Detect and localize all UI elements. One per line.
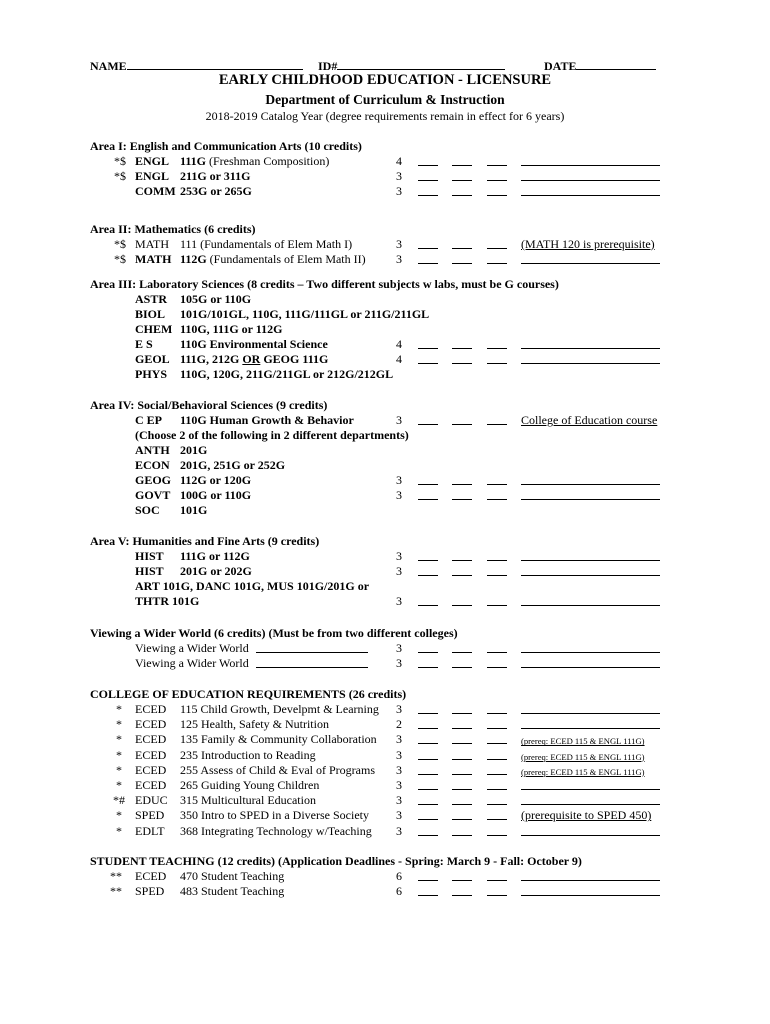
hours-blank[interactable] [487,789,507,790]
semester-blank[interactable] [418,880,438,881]
credits: 3 [396,564,402,578]
semester-blank[interactable] [418,605,438,606]
course-note: College of Education course [521,413,658,427]
grade-blank[interactable] [452,819,472,820]
area-heading: Area V: Humanities and Fine Arts (9 credits) [90,534,320,548]
course-code: COMM [135,184,176,198]
course-title: 115 Child Growth, Develpmt & Learning [180,702,379,716]
semester-blank[interactable] [418,819,438,820]
course-code: MATH [135,252,172,266]
notes-blank[interactable] [521,165,660,166]
grade-blank[interactable] [452,652,472,653]
course-code: GEOL [135,352,170,366]
choose-instruction: (Choose 2 of the following in 2 different departments) [135,428,409,442]
requirement-mark: * [116,778,122,792]
hours-blank[interactable] [487,880,507,881]
notes-blank[interactable] [521,605,660,606]
course-note: (prereq: ECED 115 & ENGL 111G) [521,751,645,762]
semester-blank[interactable] [418,575,438,576]
course-code: HIST [135,564,164,578]
hours-blank[interactable] [487,263,507,264]
notes-blank[interactable] [521,789,660,790]
grade-blank[interactable] [452,575,472,576]
date-label: DATE [544,59,577,73]
course-code: ECED [135,702,167,716]
grade-blank[interactable] [452,180,472,181]
course-title: 112G or 120G [180,473,252,487]
grade-blank[interactable] [452,248,472,249]
course-note: (prerequisite to SPED 450) [521,808,652,823]
grade-blank[interactable] [452,667,472,668]
course-code: PHYS [135,367,168,381]
grade-blank[interactable] [452,743,472,744]
semester-blank[interactable] [418,789,438,790]
credits: 3 [396,656,402,670]
credits: 3 [396,184,402,198]
course-title: 265 Guiding Young Children [180,778,320,792]
hours-blank[interactable] [487,728,507,729]
notes-blank[interactable] [521,363,660,364]
grade-blank[interactable] [452,484,472,485]
course-code: EDUC [135,793,168,808]
course-code: ECED [135,869,167,883]
credits: 3 [396,702,402,716]
credits: 4 [396,154,402,168]
credits: 3 [396,641,402,655]
course-title [180,154,329,168]
grade-blank[interactable] [452,835,472,836]
semester-blank[interactable] [418,195,438,196]
semester-blank[interactable] [418,774,438,775]
semester-blank[interactable] [418,713,438,714]
area-heading: Area IV: Social/Behavioral Sciences (9 credits) [90,398,328,412]
course-title: 105G or 110G [180,292,252,306]
requirement-mark: * [116,747,122,762]
course-blank[interactable] [256,667,368,668]
course-code: ECED [135,732,167,747]
credits: 3 [396,594,402,608]
date-field [544,58,656,73]
area-heading: Area I: English and Communication Arts (10 credits) [90,139,362,153]
semester-blank[interactable] [418,728,438,729]
hours-blank[interactable] [487,424,507,425]
id-label: ID# [318,59,338,73]
course-code: ASTR [135,292,168,306]
hours-blank[interactable] [487,667,507,668]
credits: 3 [396,778,402,792]
semester-blank[interactable] [418,667,438,668]
course-code: CHEM [135,322,173,336]
course-code: BIOL [135,307,166,321]
credits: 3 [396,252,402,266]
notes-blank[interactable] [521,499,660,500]
hours-blank[interactable] [487,713,507,714]
course-part: GEOG 111G [260,352,329,366]
grade-blank[interactable] [452,263,472,264]
grade-blank[interactable] [452,728,472,729]
hours-blank[interactable] [487,484,507,485]
grade-blank[interactable] [452,348,472,349]
course-code: GOVT [135,488,171,502]
requirement-mark: * [116,717,122,732]
hours-blank[interactable] [487,895,507,896]
area-heading: Area III: Laboratory Sciences (8 credits – Two different subjects w labs, must be G courses) [90,277,559,291]
credits: 3 [396,732,402,747]
semester-blank[interactable] [418,560,438,561]
semester-blank[interactable] [418,263,438,264]
hours-blank[interactable] [487,743,507,744]
course-title: Viewing a Wider World [135,641,249,655]
notes-blank[interactable] [521,835,660,836]
semester-blank[interactable] [418,804,438,805]
hours-blank[interactable] [487,165,507,166]
grade-blank[interactable] [452,605,472,606]
course-title: 110G, 111G or 112G [180,322,283,336]
course-code: E S [135,337,153,351]
course-code: ANTH [135,443,170,457]
requirement-mark: * [116,823,122,838]
requirement-mark: ** [110,884,122,898]
semester-blank[interactable] [418,652,438,653]
course-desc: (Fundamentals of Elem Math I) [197,237,353,251]
requirement-mark: *$ [114,252,126,266]
course-number: 253G or 265G [180,184,252,198]
course-title [180,237,352,251]
hours-blank[interactable] [487,774,507,775]
grade-blank[interactable] [452,424,472,425]
course-number: 111 [180,237,198,251]
area-heading: COLLEGE OF EDUCATION REQUIREMENTS (26 credits) [90,687,407,701]
notes-blank[interactable] [521,713,660,714]
course-title: 110G Human Growth & Behavior [180,413,354,427]
credits: 3 [396,793,402,808]
course-code: HIST [135,549,164,563]
hours-blank[interactable] [487,759,507,760]
hours-blank[interactable] [487,499,507,500]
semester-blank[interactable] [418,499,438,500]
hours-blank[interactable] [487,363,507,364]
notes-blank[interactable] [521,195,660,196]
credits: 6 [396,869,402,883]
semester-blank[interactable] [418,363,438,364]
credits: 3 [396,413,402,427]
course-title: 101G/101GL, 110G, 111G/111GL or 211G/211GL [180,307,430,321]
course-title: 483 Student Teaching [180,884,285,898]
course-code: EDLT [135,823,165,838]
course-title: 368 Integrating Technology w/Teaching [180,823,372,838]
page-title: EARLY CHILDHOOD EDUCATION - LICENSURE [218,72,552,88]
course-title [180,184,252,198]
credits: 3 [396,747,402,762]
course-title: THTR 101G [135,594,200,608]
area-heading: STUDENT TEACHING (12 credits) (Application Deadlines - Spring: March 9 - Fall: October 9) [90,854,582,868]
hours-blank[interactable] [487,804,507,805]
course-code: ECED [135,778,167,792]
credits: 3 [396,473,402,487]
course-code: MATH [135,237,170,251]
credits: 3 [396,237,402,251]
course-title [180,352,328,366]
notes-blank[interactable] [521,667,660,668]
semester-blank[interactable] [418,165,438,166]
id-blank[interactable] [337,58,505,70]
course-part: 111G, 212G [180,352,243,366]
course-title: 315 Multicultural Education [180,793,316,808]
credits: 4 [396,337,402,351]
name-label: NAME [90,59,127,73]
course-title: 100G or 110G [180,488,252,502]
notes-blank[interactable] [521,880,660,881]
course-desc: (Freshman Composition) [206,154,330,168]
requirement-mark: * [116,702,122,716]
course-title: 111G or 112G [180,549,250,563]
hours-blank[interactable] [487,605,507,606]
course-code: ECED [135,717,167,732]
notes-blank[interactable] [521,180,660,181]
credits: 3 [396,488,402,502]
notes-blank[interactable] [521,575,660,576]
course-code: SOC [135,503,160,517]
course-code: ECON [135,458,170,472]
hours-blank[interactable] [487,348,507,349]
course-title: 110G, 120G, 211G/211GL or 212G/212GL [180,367,394,381]
course-title: Viewing a Wider World [135,656,249,670]
hours-blank[interactable] [487,180,507,181]
course-number: 112G [180,252,207,266]
course-title: 201G [180,443,208,457]
course-code: ECED [135,747,167,762]
name-blank[interactable] [127,58,303,70]
page-subtitle: Department of Curriculum & Instruction [265,92,505,107]
grade-blank[interactable] [452,759,472,760]
credits: 2 [396,717,402,732]
notes-blank[interactable] [521,804,660,805]
notes-blank[interactable] [521,560,660,561]
catalog-year: 2018-2019 Catalog Year (degree requirements remain in effect for 6 years) [205,109,565,123]
course-code: C EP [135,413,162,427]
course-code: SPED [135,884,165,898]
name-field [90,58,303,73]
course-title: 110G Environmental Science [180,337,328,351]
course-code: ENGL [135,154,170,168]
grade-blank[interactable] [452,880,472,881]
requirement-mark: *$ [114,237,126,251]
notes-blank[interactable] [521,895,660,896]
course-number: 111G [180,154,207,168]
semester-blank[interactable] [418,743,438,744]
id-field [318,58,505,73]
course-code: GEOG [135,473,172,487]
notes-blank[interactable] [521,263,660,264]
course-title: 125 Health, Safety & Nutrition [180,717,329,732]
course-title [180,252,366,266]
grade-blank[interactable] [452,774,472,775]
course-title: 350 Intro to SPED in a Diverse Society [180,808,369,823]
course-title: ART 101G, DANC 101G, MUS 101G/201G or [135,579,370,593]
semester-blank[interactable] [418,180,438,181]
course-number: 211G or 311G [180,169,251,183]
notes-blank[interactable] [521,728,660,729]
course-title: 135 Family & Community Collaboration [180,732,377,747]
notes-blank[interactable] [521,484,660,485]
course-code: SPED [135,808,165,823]
course-code: ENGL [135,169,170,183]
grade-blank[interactable] [452,165,472,166]
semester-blank[interactable] [418,348,438,349]
area-heading: Viewing a Wider World (6 credits) (Must be from two different colleges) [90,626,458,640]
course-note: (MATH 120 is prerequisite) [521,237,655,251]
course-part: OR [242,352,261,366]
credits: 4 [396,352,402,366]
credits: 3 [396,823,402,838]
grade-blank[interactable] [452,804,472,805]
date-blank[interactable] [576,58,656,70]
notes-blank[interactable] [521,652,660,653]
grade-blank[interactable] [452,560,472,561]
requirement-mark: * [116,762,122,777]
semester-blank[interactable] [418,895,438,896]
grade-blank[interactable] [452,789,472,790]
semester-blank[interactable] [418,484,438,485]
grade-blank[interactable] [452,713,472,714]
requirement-mark: * [116,732,122,747]
hours-blank[interactable] [487,575,507,576]
area-heading: Area II: Mathematics (6 credits) [90,222,256,236]
grade-blank[interactable] [452,499,472,500]
hours-blank[interactable] [487,560,507,561]
requirement-mark: *$ [114,154,126,168]
course-title: 201G, 251G or 252G [180,458,286,472]
credits: 6 [396,884,402,898]
semester-blank[interactable] [418,835,438,836]
course-title [180,169,250,183]
credits: 3 [396,169,402,183]
course-blank[interactable] [256,652,368,653]
grade-blank[interactable] [452,195,472,196]
requirement-mark: *# [113,793,125,808]
semester-blank[interactable] [418,424,438,425]
course-title: 470 Student Teaching [180,869,285,883]
hours-blank[interactable] [487,195,507,196]
course-title: 255 Assess of Child & Eval of Programs [180,762,375,777]
course-note: (prereq: ECED 115 & ENGL 111G) [521,736,645,747]
credits: 3 [396,549,402,563]
hours-blank[interactable] [487,819,507,820]
hours-blank[interactable] [487,835,507,836]
grade-blank[interactable] [452,363,472,364]
grade-blank[interactable] [452,895,472,896]
course-code: ECED [135,762,167,777]
course-title: 201G or 202G [180,564,252,578]
requirement-mark: *$ [114,169,126,183]
requirement-mark: ** [110,869,122,883]
course-note: (prereq: ECED 115 & ENGL 111G) [521,766,645,777]
credits: 3 [396,762,402,777]
semester-blank[interactable] [418,759,438,760]
hours-blank[interactable] [487,652,507,653]
requirement-mark: * [116,808,122,823]
course-title: 235 Introduction to Reading [180,747,316,762]
hours-blank[interactable] [487,248,507,249]
course-desc: (Fundamentals of Elem Math II) [206,252,366,266]
semester-blank[interactable] [418,248,438,249]
notes-blank[interactable] [521,348,660,349]
credits: 3 [396,808,402,823]
course-title: 101G [180,503,208,517]
